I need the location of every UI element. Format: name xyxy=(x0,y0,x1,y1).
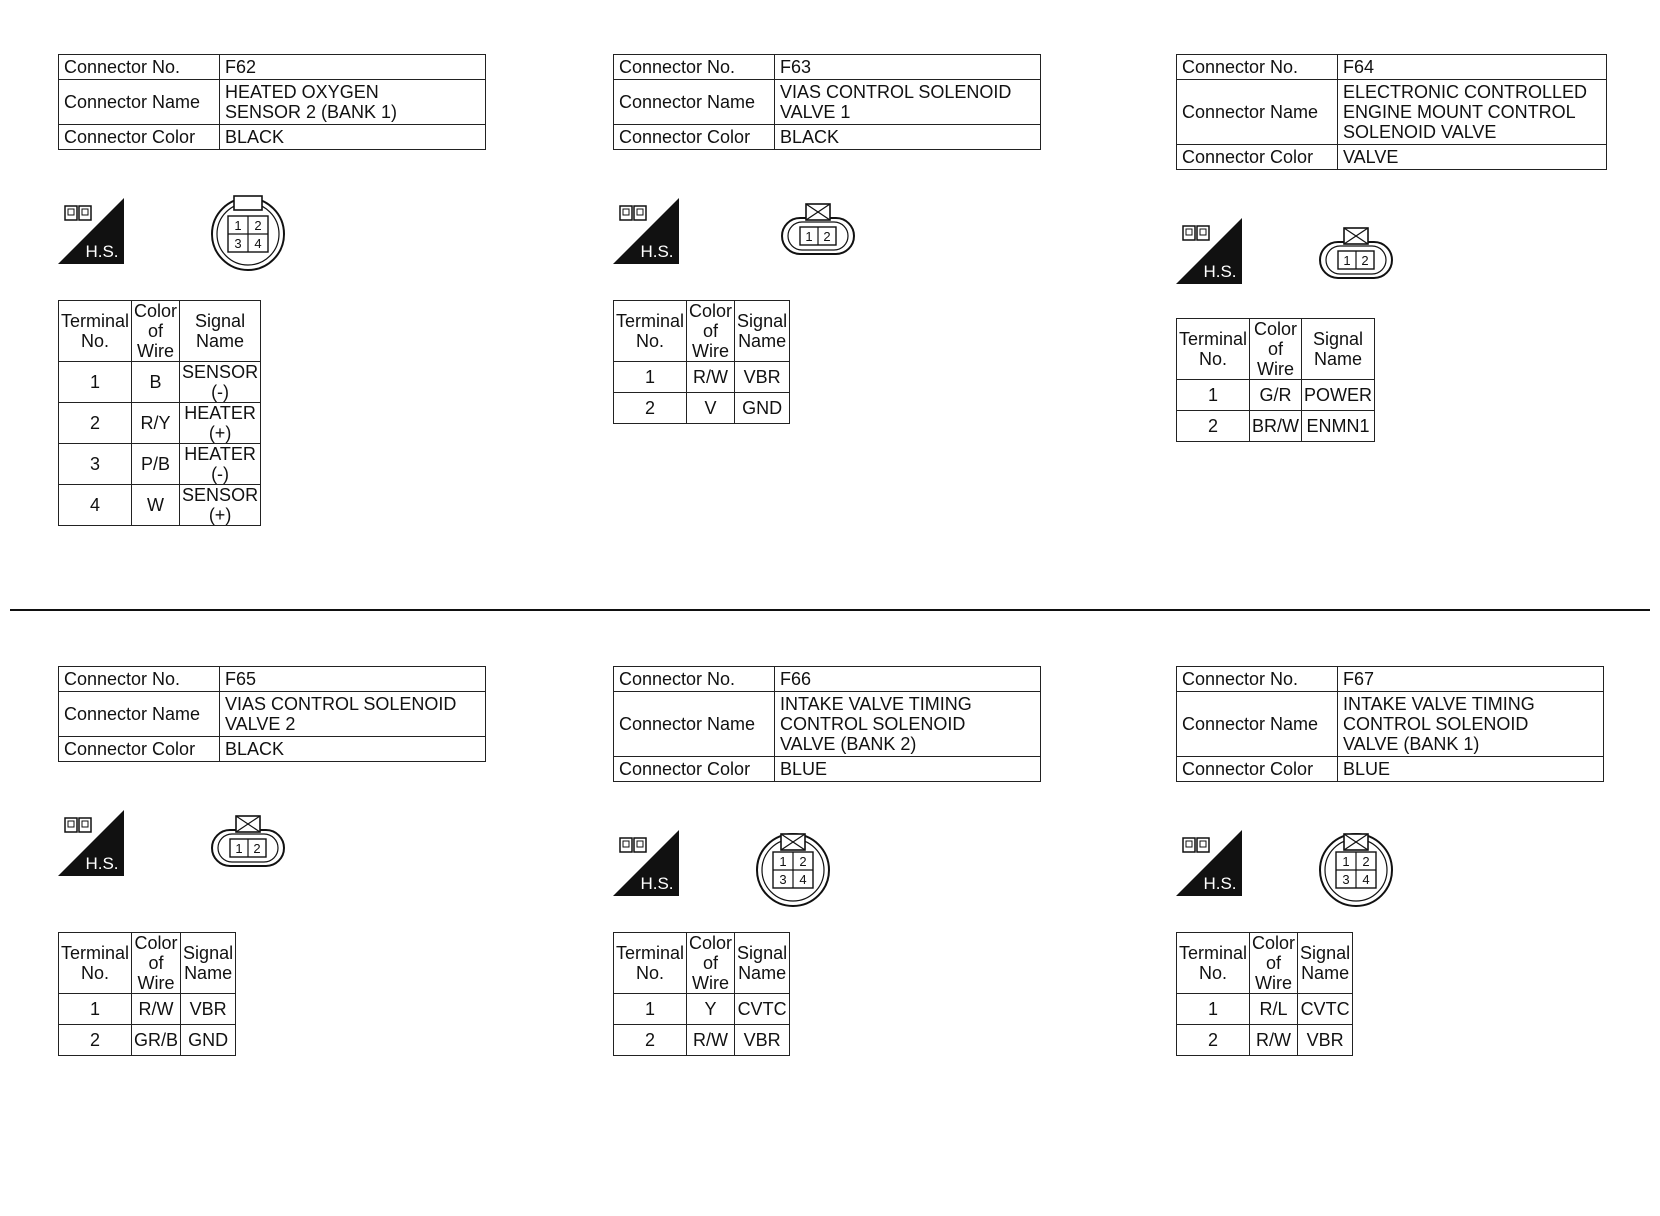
connector-no-label: Connector No. xyxy=(59,667,220,692)
wire-color: R/W xyxy=(687,362,735,393)
hs-label: H.S. xyxy=(640,874,674,893)
signal-name: VBR xyxy=(181,994,236,1025)
terminal-header-row xyxy=(614,301,790,362)
signal-name: ENMN1 xyxy=(1302,411,1375,442)
connector-header-table xyxy=(58,666,486,762)
pin-1-label: 1 xyxy=(1343,253,1351,268)
wire-color: R/L xyxy=(1250,994,1298,1025)
connector-name-value: VIAS CONTROL SOLENOID VALVE 2 xyxy=(220,692,486,737)
connector-name-row xyxy=(614,80,1041,125)
connector-name-label: Connector Name xyxy=(1177,80,1338,145)
hs-label: H.S. xyxy=(1203,874,1237,893)
connector-no-row xyxy=(614,55,1041,80)
terminal-no-header: Terminal No. xyxy=(1177,933,1250,994)
pin-1-label: 1 xyxy=(1342,854,1350,869)
wire-color: R/W xyxy=(687,1025,735,1056)
hs-label: H.S. xyxy=(85,854,119,873)
terminal-table xyxy=(58,932,236,1056)
connector-name-value: INTAKE VALVE TIMING CONTROL SOLENOID VALVE (BANK 1) xyxy=(1338,692,1604,757)
wire-color: R/W xyxy=(1250,1025,1298,1056)
signal-name: HEATER (+) xyxy=(180,403,261,444)
connector-name-row xyxy=(1177,80,1607,145)
color-of-wire-header: Color of Wire xyxy=(1250,933,1298,994)
signal-name-header: Signal Name xyxy=(1302,319,1375,380)
terminal-table xyxy=(613,932,790,1056)
connector-no-row xyxy=(1177,55,1607,80)
terminal-header-row xyxy=(59,301,261,362)
terminal-number: 1 xyxy=(59,362,132,403)
color-of-wire-header: Color of Wire xyxy=(132,301,180,362)
connector-name-label: Connector Name xyxy=(614,692,775,757)
terminal-row xyxy=(59,994,236,1025)
color-of-wire-header: Color of Wire xyxy=(132,933,181,994)
terminal-row xyxy=(1177,1025,1353,1056)
terminal-number: 1 xyxy=(59,994,132,1025)
connector-name-row xyxy=(59,692,486,737)
terminal-row xyxy=(59,1025,236,1056)
color-of-wire-header: Color of Wire xyxy=(687,301,735,362)
terminal-table xyxy=(613,300,790,424)
signal-name-header: Signal Name xyxy=(180,301,261,362)
connector-color-value: BLUE xyxy=(775,757,1041,782)
connector-no-value: F64 xyxy=(1338,55,1607,80)
hs-label: H.S. xyxy=(640,242,674,261)
signal-name: HEATER (-) xyxy=(180,444,261,485)
terminal-number: 2 xyxy=(59,1025,132,1056)
terminal-number: 2 xyxy=(1177,411,1250,442)
wire-color: P/B xyxy=(132,444,180,485)
connector-face-icon xyxy=(1316,218,1406,298)
wire-color: R/W xyxy=(132,994,181,1025)
hs-label: H.S. xyxy=(85,242,119,261)
connector-name-label: Connector Name xyxy=(614,80,775,125)
connector-color-label: Connector Color xyxy=(1177,145,1338,170)
connector-color-label: Connector Color xyxy=(59,125,220,150)
connector-name-value: ELECTRONIC CONTROLLED ENGINE MOUNT CONTROL SOLENOID VALVE xyxy=(1338,80,1607,145)
terminal-no-header: Terminal No. xyxy=(59,933,132,994)
terminal-number: 1 xyxy=(614,362,687,393)
wire-color: W xyxy=(132,485,180,526)
terminal-row xyxy=(1177,411,1375,442)
terminal-row xyxy=(614,393,790,424)
connector-color-value: BLACK xyxy=(220,125,486,150)
signal-name: CVTC xyxy=(735,994,790,1025)
connector-color-row xyxy=(59,737,486,762)
signal-name-header: Signal Name xyxy=(181,933,236,994)
wire-color: G/R xyxy=(1250,380,1302,411)
terminal-row xyxy=(614,362,790,393)
connector-header-table xyxy=(613,666,1041,782)
terminal-header-row xyxy=(1177,933,1353,994)
wire-color: GR/B xyxy=(132,1025,181,1056)
connector-no-value: F63 xyxy=(775,55,1041,80)
terminal-number: 2 xyxy=(59,403,132,444)
terminal-row xyxy=(59,444,261,485)
connector-name-label: Connector Name xyxy=(1177,692,1338,757)
terminal-table xyxy=(1176,318,1375,442)
connector-color-value: BLUE xyxy=(1338,757,1604,782)
signal-name-header: Signal Name xyxy=(1298,933,1353,994)
terminal-row xyxy=(1177,380,1375,411)
terminal-no-header: Terminal No. xyxy=(59,301,132,362)
terminal-no-header: Terminal No. xyxy=(614,301,687,362)
connector-color-label: Connector Color xyxy=(59,737,220,762)
signal-name-header: Signal Name xyxy=(735,933,790,994)
signal-name: GND xyxy=(735,393,790,424)
connector-no-row xyxy=(59,667,486,692)
connector-face-icon xyxy=(208,806,298,886)
pin-2-label: 2 xyxy=(253,841,261,856)
connector-no-label: Connector No. xyxy=(1177,55,1338,80)
wire-color: BR/W xyxy=(1250,411,1302,442)
pin-4-label: 4 xyxy=(1362,872,1370,887)
connector-color-row xyxy=(614,757,1041,782)
connector-name-value: HEATED OXYGEN SENSOR 2 (BANK 1) xyxy=(220,80,486,125)
wire-color: R/Y xyxy=(132,403,180,444)
terminal-header-row xyxy=(1177,319,1375,380)
terminal-number: 1 xyxy=(614,994,687,1025)
harness-side-icon xyxy=(613,198,679,264)
connector-no-label: Connector No. xyxy=(1177,667,1338,692)
pin-1-label: 1 xyxy=(234,218,242,233)
terminal-number: 1 xyxy=(1177,994,1250,1025)
connector-color-row xyxy=(1177,757,1604,782)
signal-name: POWER xyxy=(1302,380,1375,411)
pin-2-label: 2 xyxy=(1362,854,1370,869)
pin-1-label: 1 xyxy=(805,229,813,244)
connector-color-label: Connector Color xyxy=(614,757,775,782)
terminal-row xyxy=(614,994,790,1025)
terminal-number: 3 xyxy=(59,444,132,485)
pin-2-label: 2 xyxy=(254,218,262,233)
pin-3-label: 3 xyxy=(779,872,787,887)
pin-4-label: 4 xyxy=(254,236,262,251)
connector-no-value: F62 xyxy=(220,55,486,80)
terminal-number: 2 xyxy=(614,393,687,424)
signal-name-header: Signal Name xyxy=(735,301,790,362)
connector-no-row xyxy=(59,55,486,80)
connector-no-value: F65 xyxy=(220,667,486,692)
pin-2-label: 2 xyxy=(823,229,831,244)
terminal-number: 2 xyxy=(1177,1025,1250,1056)
terminal-no-header: Terminal No. xyxy=(1177,319,1250,380)
connector-color-value: BLACK xyxy=(775,125,1041,150)
connector-face-icon xyxy=(208,194,298,274)
connector-no-label: Connector No. xyxy=(614,667,775,692)
connector-color-row xyxy=(1177,145,1607,170)
terminal-number: 2 xyxy=(614,1025,687,1056)
connector-color-value: BLACK xyxy=(220,737,486,762)
pin-3-label: 3 xyxy=(234,236,242,251)
signal-name: GND xyxy=(181,1025,236,1056)
terminal-header-row xyxy=(614,933,790,994)
hs-label: H.S. xyxy=(1203,262,1237,281)
connector-no-value: F66 xyxy=(775,667,1041,692)
signal-name: VBR xyxy=(735,362,790,393)
terminal-number: 4 xyxy=(59,485,132,526)
connector-name-value: VIAS CONTROL SOLENOID VALVE 1 xyxy=(775,80,1041,125)
terminal-row xyxy=(59,485,261,526)
connector-header-table xyxy=(1176,54,1607,170)
section-divider xyxy=(10,609,1650,611)
terminal-table xyxy=(58,300,261,526)
terminal-row xyxy=(59,362,261,403)
pin-4-label: 4 xyxy=(799,872,807,887)
harness-side-icon xyxy=(613,830,679,896)
color-of-wire-header: Color of Wire xyxy=(687,933,735,994)
wire-color: Y xyxy=(687,994,735,1025)
terminal-row xyxy=(1177,994,1353,1025)
signal-name: VBR xyxy=(735,1025,790,1056)
color-of-wire-header: Color of Wire xyxy=(1250,319,1302,380)
connector-header-table xyxy=(58,54,486,150)
terminal-no-header: Terminal No. xyxy=(614,933,687,994)
connector-color-label: Connector Color xyxy=(1177,757,1338,782)
connector-no-label: Connector No. xyxy=(59,55,220,80)
harness-side-icon xyxy=(1176,830,1242,896)
terminal-row xyxy=(614,1025,790,1056)
connector-face-icon xyxy=(1316,830,1406,910)
pin-2-label: 2 xyxy=(1361,253,1369,268)
connector-color-row xyxy=(59,125,486,150)
signal-name: VBR xyxy=(1298,1025,1353,1056)
terminal-row xyxy=(59,403,261,444)
connector-header-table xyxy=(1176,666,1604,782)
connector-header-table xyxy=(613,54,1041,150)
connector-color-value: VALVE xyxy=(1338,145,1607,170)
terminal-number: 1 xyxy=(1177,380,1250,411)
connector-color-row xyxy=(614,125,1041,150)
pin-1-label: 1 xyxy=(235,841,243,856)
pin-2-label: 2 xyxy=(799,854,807,869)
harness-side-icon xyxy=(58,198,124,264)
connector-name-row xyxy=(59,80,486,125)
connector-no-row xyxy=(614,667,1041,692)
signal-name: SENSOR (+) xyxy=(180,485,261,526)
harness-side-icon xyxy=(1176,218,1242,284)
connector-face-icon xyxy=(778,194,868,274)
connector-no-label: Connector No. xyxy=(614,55,775,80)
wire-color: V xyxy=(687,393,735,424)
connector-name-value: INTAKE VALVE TIMING CONTROL SOLENOID VALVE (BANK 2) xyxy=(775,692,1041,757)
signal-name: SENSOR (-) xyxy=(180,362,261,403)
connector-no-row xyxy=(1177,667,1604,692)
harness-side-icon xyxy=(58,810,124,876)
signal-name: CVTC xyxy=(1298,994,1353,1025)
wire-color: B xyxy=(132,362,180,403)
connector-face-icon xyxy=(753,830,843,910)
connector-name-label: Connector Name xyxy=(59,692,220,737)
pin-1-label: 1 xyxy=(779,854,787,869)
connector-color-label: Connector Color xyxy=(614,125,775,150)
connector-name-row xyxy=(1177,692,1604,757)
connector-no-value: F67 xyxy=(1338,667,1604,692)
pin-3-label: 3 xyxy=(1342,872,1350,887)
terminal-table xyxy=(1176,932,1353,1056)
terminal-header-row xyxy=(59,933,236,994)
connector-name-row xyxy=(614,692,1041,757)
connector-name-label: Connector Name xyxy=(59,80,220,125)
